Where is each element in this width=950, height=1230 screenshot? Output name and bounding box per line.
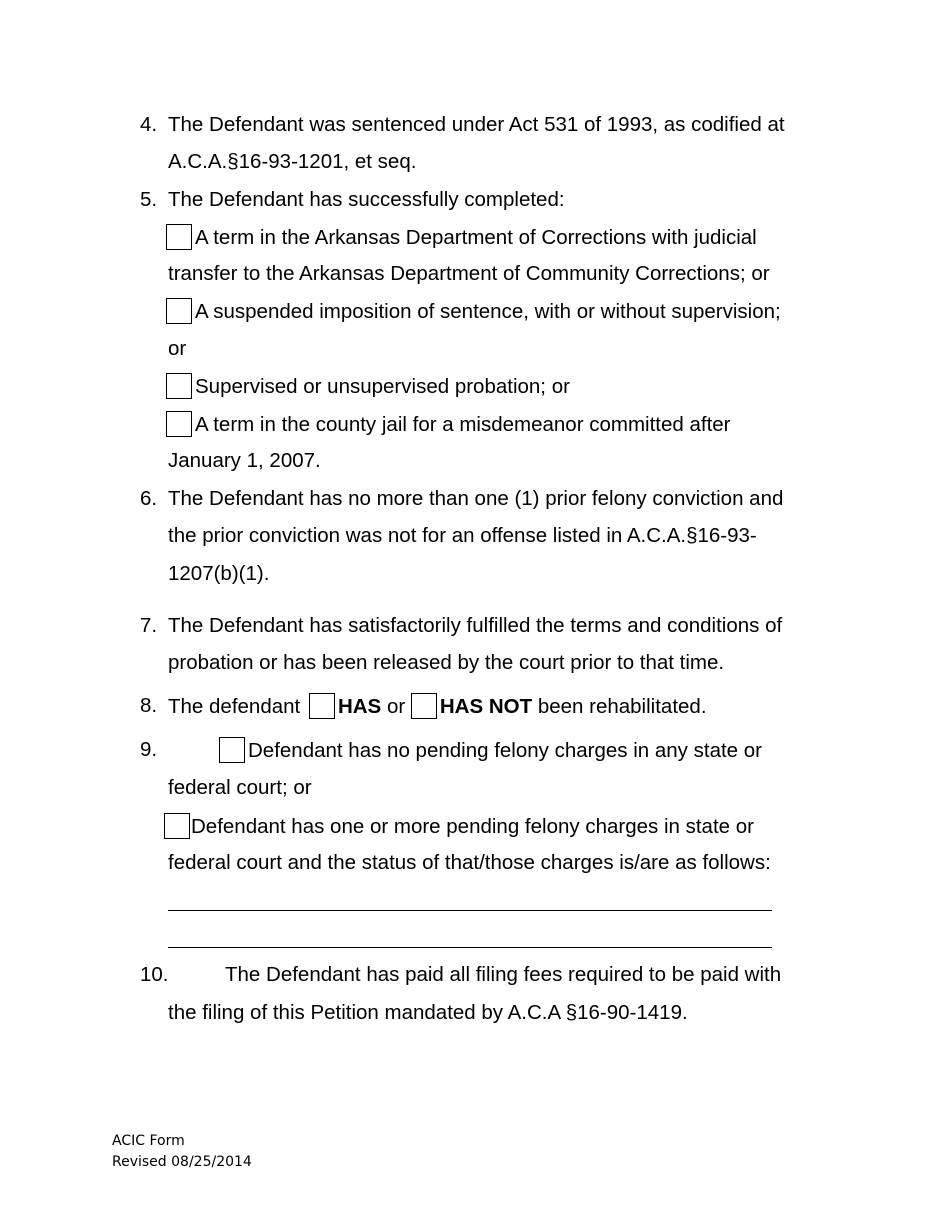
item-7-text: The Defendant has satisfactorily fulfilled the terms and conditions of <box>168 614 783 637</box>
option-label: Supervised or unsupervised probation; or <box>195 375 570 398</box>
item-9-option-no-pending <box>219 737 762 764</box>
checkbox-county-jail[interactable] <box>166 411 192 437</box>
option-label: A term in the county jail for a misdemeanor committed after <box>195 413 731 436</box>
item-4-number: 4. <box>140 113 158 136</box>
item-10-text: The Defendant has paid all filing fees required to be paid with <box>225 963 782 986</box>
charges-status-blank-line-2[interactable] <box>168 947 772 948</box>
option-label-cont: transfer to the Arkansas Department of Community Corrections; or <box>168 262 770 285</box>
item-5-option-suspended-imposition <box>166 298 781 325</box>
checkbox-has-not[interactable] <box>411 693 437 719</box>
option-label-cont: January 1, 2007. <box>168 449 321 472</box>
option-label: Defendant has one or more pending felony charges in state or <box>191 815 754 838</box>
option-label-cont: federal court; or <box>168 776 312 799</box>
has-label: HAS <box>337 695 382 718</box>
option-label-cont: federal court and the status of that/those charges is/are as follows: <box>168 851 771 874</box>
item-10-number: 10. <box>140 963 169 986</box>
item-5-text: The Defendant has successfully completed: <box>168 188 565 211</box>
checkbox-probation[interactable] <box>166 373 192 399</box>
item-7-number: 7. <box>140 614 158 637</box>
charges-status-blank-line-1[interactable] <box>168 910 772 911</box>
item-5-number: 5. <box>140 188 158 211</box>
option-label: Defendant has no pending felony charges in any state or <box>248 739 762 762</box>
checkbox-suspended-imposition[interactable] <box>166 298 192 324</box>
item-5-option-county-jail <box>166 411 731 438</box>
option-label-cont: or <box>168 337 187 360</box>
checkbox-no-pending-charges[interactable] <box>219 737 245 763</box>
checkbox-department-corrections[interactable] <box>166 224 192 250</box>
item-4-text: The Defendant was sentenced under Act 531 of 1993, as codified at <box>168 113 785 136</box>
item-8-text <box>168 693 707 720</box>
item-5-option-department-corrections <box>166 224 757 251</box>
item-8-number: 8. <box>140 694 158 717</box>
item-6-text: The Defendant has no more than one (1) prior felony conviction and <box>168 487 784 510</box>
item-8-prefix: The defendant <box>168 695 301 718</box>
item-5-option-probation <box>166 373 570 400</box>
item-4-text-cont: A.C.A.§16-93-1201, et seq. <box>168 150 417 173</box>
option-label: A suspended imposition of sentence, with or without supervision; <box>195 300 781 323</box>
item-6-text-cont: the prior conviction was not for an offense listed in A.C.A.§16-93- <box>168 524 757 547</box>
footer-form-name: ACIC Form <box>112 1133 185 1149</box>
checkbox-has[interactable] <box>309 693 335 719</box>
option-label: A term in the Arkansas Department of Corrections with judicial <box>195 226 757 249</box>
or-label: or <box>386 695 406 718</box>
item-8-suffix: been rehabilitated. <box>537 695 707 718</box>
item-10-text-cont: the filing of this Petition mandated by A.C.A §16-90-1419. <box>168 1001 688 1024</box>
item-9-number: 9. <box>140 738 158 761</box>
item-7-text-cont: probation or has been released by the court prior to that time. <box>168 651 725 674</box>
item-9-option-pending <box>164 813 754 840</box>
has-not-label: HAS NOT <box>439 695 533 718</box>
checkbox-pending-charges[interactable] <box>164 813 190 839</box>
item-6-number: 6. <box>140 487 158 510</box>
footer-revised-date: Revised 08/25/2014 <box>112 1154 252 1170</box>
item-6-text-cont: 1207(b)(1). <box>168 562 270 585</box>
